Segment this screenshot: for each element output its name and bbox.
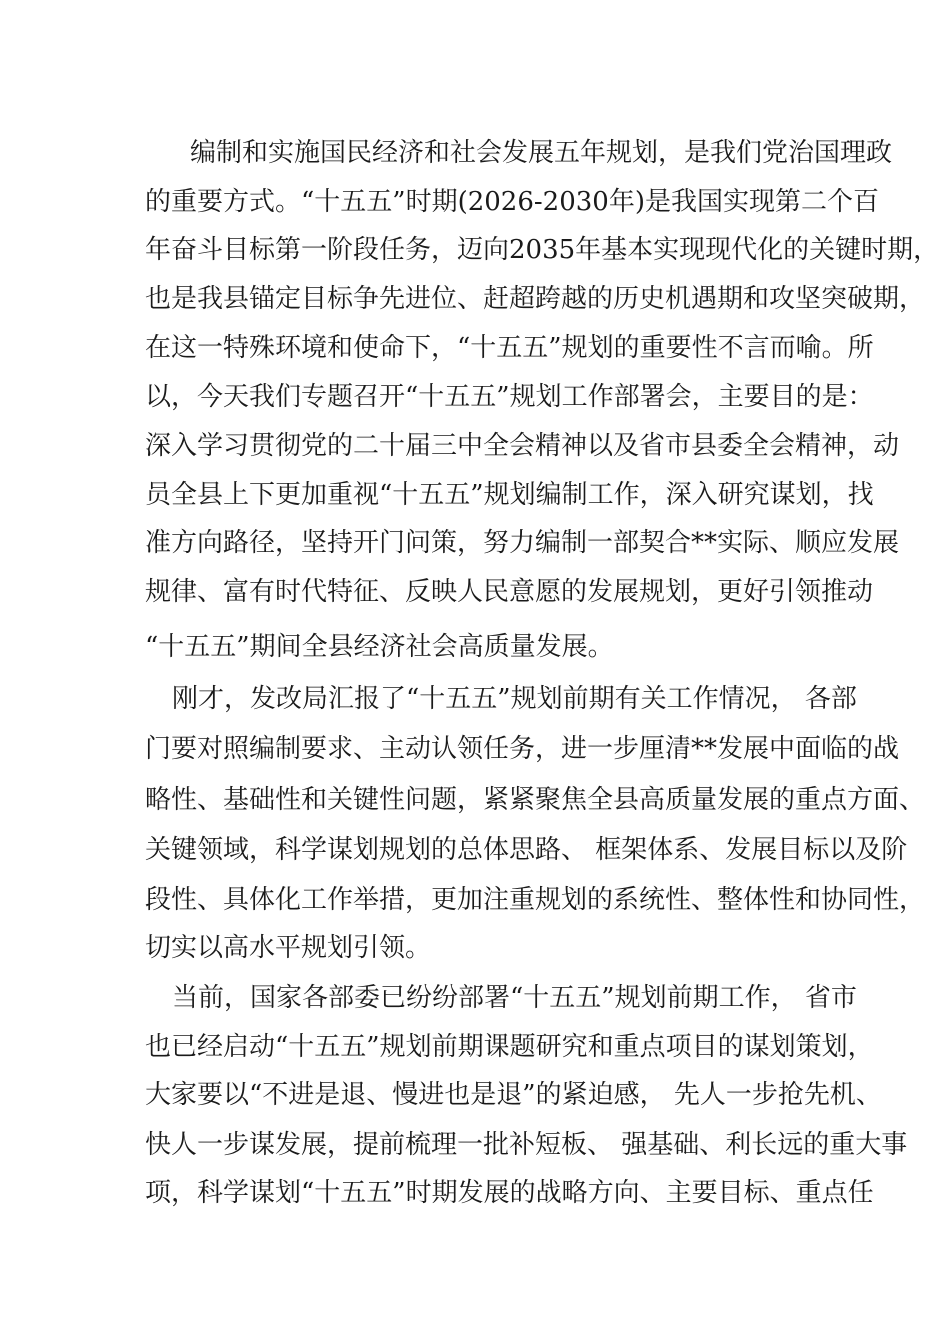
text-line: 略性、基础性和关键性问题，紧紧聚焦全县高质量发展的重点方面、 (145, 785, 926, 815)
text-line: 编制和实施国民经济和社会发展五年规划，是我们党治国理政 (190, 138, 893, 168)
text-line: 切实以高水平规划引领。 (145, 933, 432, 963)
text-line: 规律、富有时代特征、反映人民意愿的发展规划，更好引领推动 (145, 577, 874, 607)
text-line: 深入学习贯彻党的二十届三中全会精神以及省市县委全会精神，动 (145, 431, 900, 461)
text-line: 也已经启动“十五五”规划前期课题研究和重点项目的谋划策划， (145, 1032, 874, 1062)
text-line: 门要对照编制要求、主动认领任务，进一步厘清**发展中面临的战 (145, 734, 900, 764)
text-line: 的重要方式。“十五五”时期(2026-2030年)是我国实现第二个百 (145, 187, 879, 217)
text-line: 大家要以“不进是退、慢进也是退”的紧迫感， 先人一步抢先机、 (145, 1080, 882, 1110)
text-line: 刚才，发改局汇报了“十五五”规划前期有关工作情况， 各部 (172, 684, 857, 714)
text-line: 员全县上下更加重视“十五五”规划编制工作，深入研究谋划，找 (145, 480, 874, 510)
text-line: 当前，国家各部委已纷纷部署“十五五”规划前期工作， 省市 (172, 983, 857, 1013)
text-line: 快人一步谋发展，提前梳理一批补短板、 强基础、利长远的重大事 (145, 1130, 908, 1160)
text-line: 以，今天我们专题召开“十五五”规划工作部署会，主要目的是： (145, 382, 874, 412)
text-line: 也是我县锚定目标争先进位、赶超跨越的历史机遇期和攻坚突破期， (145, 284, 926, 314)
text-line: 关键领域，科学谋划规划的总体思路、 框架体系、发展目标以及阶 (145, 835, 908, 865)
text-line: “十五五”期间全县经济社会高质量发展。 (145, 632, 614, 662)
text-line: 段性、具体化工作举措，更加注重规划的系统性、整体性和协同性， (145, 885, 926, 915)
text-line: 在这一特殊环境和使命下，“十五五”规划的重要性不言而喻。所 (145, 333, 874, 363)
text-line: 年奋斗目标第一阶段任务，迈向2035年基本实现现代化的关键时期， (145, 235, 940, 265)
text-line: 准方向路径，坚持开门问策，努力编制一部契合**实际、顺应发展 (145, 528, 900, 558)
text-line: 项，科学谋划“十五五”时期发展的战略方向、主要目标、重点任 (145, 1178, 874, 1208)
